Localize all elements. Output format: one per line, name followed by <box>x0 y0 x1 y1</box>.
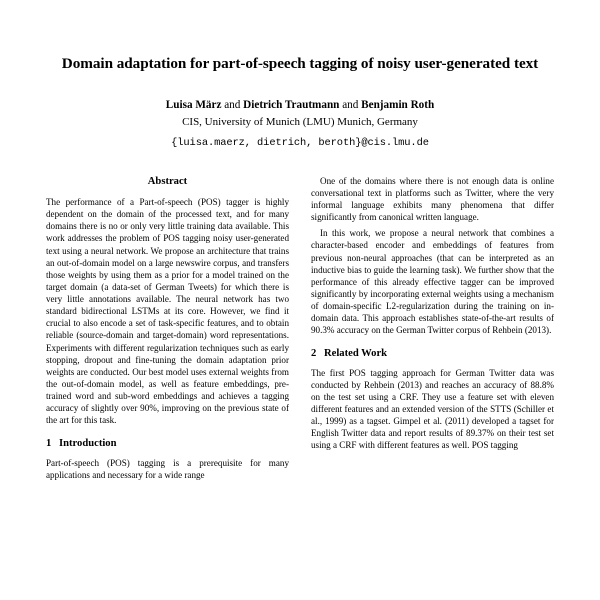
page-title: Domain adaptation for part-of-speech tagging of noisy user-generated text <box>61 55 539 72</box>
right-column <box>311 175 554 481</box>
related-work-paragraph-1: The first POS tagging approach for German Twitter data was conducted by Rehbein (2013) and reaches an accuracy of 88.8% on the test set using a CRF. They use a feature set with eleven different features and an extended version of the STTS (Schiller et al., 1999) as a tagset. Gimpel et al. (2011) developed a tagset for English Twitter data and report results of 89.37% on their test set using a CRF with different features as well. POS tagging <box>311 367 554 451</box>
author-first: Luisa März <box>165 98 222 111</box>
section-number-2: 2 <box>311 348 317 360</box>
section-number-1: 1 <box>46 438 52 450</box>
section-title-1: Introduction <box>59 438 117 450</box>
author-conjunction-2: and <box>342 98 359 111</box>
author-third: Benjamin Roth <box>361 98 435 111</box>
author-list <box>46 98 554 113</box>
affiliation: CIS, University of Munich (LMU) Munich, Germany <box>182 115 418 128</box>
intro-paragraph-3: In this work, we propose a neural network that combines a character-based encoder and embeddings of features from previous non-neural approaches (that can be interpreted as an inductive bias to guide the learning task). We further show that the performance of this already effective tagger can be improved significantly by incorporating external weights using a mechanism of domain-specific L2-regularization during the training on in-domain data. This approach establishes state-of-the-art results of 90.3% accuracy on the German Twitter corpus of Rehbein (2013). <box>311 228 554 336</box>
left-column <box>46 175 289 481</box>
two-column-body <box>46 175 554 481</box>
introduction-paragraph-1: Part-of-speech (POS) tagging is a prerequisite for many applications and necessary for a wide range <box>46 457 289 480</box>
section-heading-introduction <box>46 437 289 451</box>
abstract-heading: Abstract <box>147 175 188 187</box>
author-second: Dietrich Trautmann <box>243 98 340 111</box>
abstract-text: The performance of a Part-of-speech (POS) tagger is highly dependent on the domain of the processed text, and for many domains there is no or only very little training data available. This work addresses the problem of POS tagging noisy user-generated text using a neural network. We propose an architecture that trains an out-of-domain model on a large newswire corpus, and transfers those weights by using them as a prior for a model trained on the target domain (a data-set of German Tweets) for which there is very little annotations available. The neural network has two standard bidirectional LSTMs at its core. However, we find it crucial to also encode a set of task-specific features, and to obtain reliable (source-domain and target-domain) word representations. Experiments with different regularization techniques such as early stopping, dropout and fine-tuning the domain adaptation prior weights are conducted. Our best model uses external weights from the out-of-domain model, as well as feature embeddings, pre-trained word and sub-word embeddings and achieves a tagging accuracy of slightly over 90%, improving on the previous state of the art for this task. <box>46 197 289 426</box>
author-conjunction-1: and <box>224 98 241 111</box>
section-title-2: Related Work <box>324 348 388 360</box>
intro-paragraph-2: One of the domains where there is not enough data is online conversational text in platforms such as Twitter, where the very informal language exhibits many phenomena that differ significantly from canonical written language. <box>311 175 554 223</box>
section-heading-related-work <box>311 347 554 361</box>
author-emails: {luisa.maerz, dietrich, beroth}@cis.lmu.de <box>171 136 429 149</box>
